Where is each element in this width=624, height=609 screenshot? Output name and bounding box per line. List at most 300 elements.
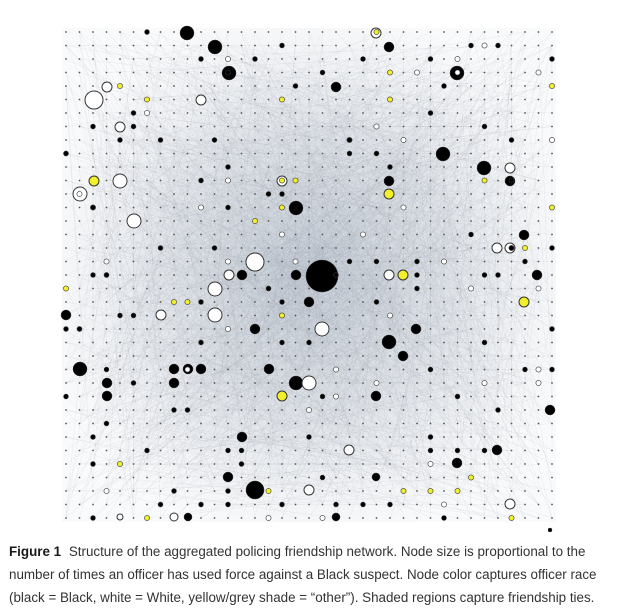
officer-node-white bbox=[344, 445, 354, 455]
minor-node bbox=[511, 72, 513, 74]
officer-node-white bbox=[505, 163, 515, 173]
minor-node bbox=[106, 126, 108, 128]
minor-node bbox=[187, 112, 189, 114]
minor-node bbox=[146, 355, 148, 357]
minor-node bbox=[241, 85, 243, 87]
minor-node bbox=[376, 490, 378, 492]
minor-node bbox=[443, 490, 445, 492]
minor-node bbox=[349, 369, 351, 371]
minor-node bbox=[268, 342, 270, 344]
minor-node bbox=[268, 450, 270, 452]
minor-node bbox=[160, 234, 162, 236]
minor-node bbox=[322, 193, 324, 195]
officer-node-black bbox=[347, 151, 352, 156]
minor-node bbox=[119, 423, 121, 425]
officer-node-black bbox=[477, 161, 491, 175]
minor-node bbox=[335, 288, 337, 290]
minor-node bbox=[173, 126, 175, 128]
minor-node bbox=[470, 382, 472, 384]
minor-node bbox=[484, 58, 486, 60]
minor-node bbox=[214, 166, 216, 168]
minor-node bbox=[214, 342, 216, 344]
minor-node bbox=[227, 315, 229, 317]
officer-node-other bbox=[279, 313, 284, 318]
minor-node bbox=[214, 382, 216, 384]
minor-node bbox=[497, 139, 499, 141]
minor-node bbox=[335, 315, 337, 317]
minor-node bbox=[227, 247, 229, 249]
minor-node bbox=[457, 477, 459, 479]
minor-node bbox=[335, 166, 337, 168]
minor-node bbox=[133, 139, 135, 141]
minor-node bbox=[65, 477, 67, 479]
officer-node-black bbox=[131, 313, 136, 318]
minor-node bbox=[335, 342, 337, 344]
minor-node bbox=[389, 477, 391, 479]
minor-node bbox=[416, 477, 418, 479]
minor-node bbox=[160, 31, 162, 33]
minor-node bbox=[416, 180, 418, 182]
minor-node bbox=[484, 288, 486, 290]
minor-node bbox=[133, 504, 135, 506]
minor-node bbox=[538, 207, 540, 209]
minor-node bbox=[79, 396, 81, 398]
officer-node-black bbox=[334, 502, 339, 507]
minor-node bbox=[308, 45, 310, 47]
officer-node-white bbox=[492, 243, 502, 253]
officer-node-other bbox=[384, 189, 394, 199]
officer-node-black bbox=[361, 502, 366, 507]
minor-node bbox=[457, 180, 459, 182]
minor-node bbox=[173, 207, 175, 209]
minor-node bbox=[551, 477, 553, 479]
officer-node-black bbox=[250, 324, 260, 334]
minor-node bbox=[349, 288, 351, 290]
minor-node bbox=[241, 166, 243, 168]
minor-node bbox=[470, 261, 472, 263]
minor-node bbox=[511, 409, 513, 411]
minor-node bbox=[416, 301, 418, 303]
minor-node bbox=[551, 342, 553, 344]
minor-node bbox=[430, 396, 432, 398]
minor-node bbox=[524, 355, 526, 357]
minor-node bbox=[511, 58, 513, 60]
minor-node bbox=[389, 382, 391, 384]
minor-node bbox=[322, 153, 324, 155]
minor-node bbox=[335, 153, 337, 155]
minor-node bbox=[551, 261, 553, 263]
minor-node bbox=[254, 463, 256, 465]
minor-node bbox=[511, 126, 513, 128]
minor-node bbox=[497, 112, 499, 114]
minor-node bbox=[551, 193, 553, 195]
minor-node bbox=[79, 45, 81, 47]
minor-node bbox=[349, 72, 351, 74]
officer-node-black bbox=[280, 502, 285, 507]
minor-node bbox=[241, 234, 243, 236]
minor-node bbox=[443, 342, 445, 344]
minor-node bbox=[200, 234, 202, 236]
minor-node bbox=[146, 396, 148, 398]
minor-node bbox=[443, 31, 445, 33]
officer-node-black bbox=[523, 259, 528, 264]
minor-node bbox=[133, 342, 135, 344]
minor-node bbox=[376, 517, 378, 519]
officer-node-white bbox=[536, 367, 541, 372]
minor-node bbox=[200, 261, 202, 263]
minor-node bbox=[119, 288, 121, 290]
minor-node bbox=[484, 355, 486, 357]
minor-node bbox=[79, 490, 81, 492]
minor-node bbox=[497, 477, 499, 479]
minor-node bbox=[65, 261, 67, 263]
officer-node-black bbox=[226, 205, 231, 210]
minor-node bbox=[416, 31, 418, 33]
minor-node bbox=[227, 234, 229, 236]
minor-node bbox=[538, 247, 540, 249]
minor-node bbox=[119, 409, 121, 411]
minor-node bbox=[173, 166, 175, 168]
minor-node bbox=[65, 504, 67, 506]
minor-node bbox=[241, 220, 243, 222]
minor-node bbox=[173, 288, 175, 290]
minor-node bbox=[160, 99, 162, 101]
minor-node bbox=[538, 409, 540, 411]
minor-node bbox=[524, 85, 526, 87]
minor-node bbox=[349, 207, 351, 209]
minor-node bbox=[65, 126, 67, 128]
minor-node bbox=[362, 355, 364, 357]
officer-node-white bbox=[198, 205, 203, 210]
minor-node bbox=[92, 301, 94, 303]
minor-node bbox=[538, 153, 540, 155]
officer-node-black bbox=[320, 70, 325, 75]
minor-node bbox=[146, 220, 148, 222]
minor-node bbox=[443, 436, 445, 438]
officer-node-other bbox=[279, 205, 284, 210]
minor-node bbox=[146, 234, 148, 236]
minor-node bbox=[214, 112, 216, 114]
officer-node-black bbox=[226, 489, 231, 494]
minor-node bbox=[335, 99, 337, 101]
minor-node bbox=[538, 261, 540, 263]
officer-node-other bbox=[144, 97, 149, 102]
minor-node bbox=[443, 423, 445, 425]
minor-node bbox=[241, 112, 243, 114]
minor-node bbox=[241, 301, 243, 303]
minor-node bbox=[173, 112, 175, 114]
minor-node bbox=[65, 301, 67, 303]
minor-node bbox=[133, 85, 135, 87]
minor-node bbox=[389, 396, 391, 398]
minor-node bbox=[308, 450, 310, 452]
minor-node bbox=[241, 423, 243, 425]
minor-node bbox=[281, 220, 283, 222]
minor-node bbox=[254, 112, 256, 114]
officer-node-white bbox=[208, 308, 222, 322]
minor-node bbox=[443, 234, 445, 236]
minor-node bbox=[65, 423, 67, 425]
officer-node-other bbox=[522, 245, 527, 250]
minor-node bbox=[470, 274, 472, 276]
minor-node bbox=[524, 450, 526, 452]
minor-node bbox=[119, 153, 121, 155]
minor-node bbox=[524, 504, 526, 506]
officer-node-black bbox=[91, 435, 96, 440]
minor-node bbox=[470, 342, 472, 344]
minor-node bbox=[79, 477, 81, 479]
minor-node bbox=[295, 220, 297, 222]
minor-node bbox=[65, 72, 67, 74]
minor-node bbox=[376, 220, 378, 222]
minor-node bbox=[173, 396, 175, 398]
minor-node bbox=[430, 517, 432, 519]
minor-node bbox=[133, 180, 135, 182]
minor-node bbox=[281, 477, 283, 479]
minor-node bbox=[524, 436, 526, 438]
minor-node bbox=[173, 220, 175, 222]
minor-node bbox=[227, 112, 229, 114]
minor-node bbox=[92, 31, 94, 33]
minor-node bbox=[551, 382, 553, 384]
officer-node-black bbox=[145, 30, 150, 35]
minor-node bbox=[551, 45, 553, 47]
minor-node bbox=[389, 58, 391, 60]
minor-node bbox=[389, 409, 391, 411]
minor-node bbox=[92, 490, 94, 492]
minor-node bbox=[322, 31, 324, 33]
minor-node bbox=[214, 477, 216, 479]
minor-node bbox=[227, 355, 229, 357]
minor-node bbox=[335, 126, 337, 128]
minor-node bbox=[268, 423, 270, 425]
minor-node bbox=[308, 369, 310, 371]
minor-node bbox=[160, 490, 162, 492]
officer-node-black bbox=[411, 324, 421, 334]
minor-node bbox=[497, 58, 499, 60]
minor-node bbox=[322, 45, 324, 47]
minor-node bbox=[497, 31, 499, 33]
minor-node bbox=[362, 180, 364, 182]
minor-node bbox=[268, 355, 270, 357]
officer-node-black bbox=[304, 297, 314, 307]
minor-node bbox=[430, 301, 432, 303]
minor-node bbox=[79, 31, 81, 33]
minor-node bbox=[92, 477, 94, 479]
minor-node bbox=[551, 517, 553, 519]
officer-node-black bbox=[361, 57, 366, 62]
minor-node bbox=[416, 166, 418, 168]
minor-node bbox=[106, 153, 108, 155]
minor-node bbox=[268, 112, 270, 114]
minor-node bbox=[79, 382, 81, 384]
officer-node-black bbox=[442, 516, 447, 521]
minor-node bbox=[430, 193, 432, 195]
minor-node bbox=[416, 436, 418, 438]
minor-node bbox=[308, 166, 310, 168]
minor-node bbox=[524, 153, 526, 155]
minor-node bbox=[484, 220, 486, 222]
minor-node bbox=[416, 85, 418, 87]
minor-node bbox=[457, 369, 459, 371]
officer-node-black bbox=[91, 273, 96, 278]
minor-node bbox=[133, 477, 135, 479]
minor-node bbox=[389, 463, 391, 465]
minor-node bbox=[524, 45, 526, 47]
minor-node bbox=[65, 220, 67, 222]
officer-node-white bbox=[225, 326, 230, 331]
minor-node bbox=[200, 112, 202, 114]
minor-node bbox=[389, 288, 391, 290]
minor-node bbox=[173, 463, 175, 465]
minor-node bbox=[92, 355, 94, 357]
officer-node-black bbox=[199, 340, 204, 345]
officer-node-white bbox=[293, 259, 298, 264]
minor-node bbox=[268, 274, 270, 276]
minor-node bbox=[227, 382, 229, 384]
minor-node bbox=[457, 517, 459, 519]
minor-node bbox=[295, 72, 297, 74]
minor-node bbox=[511, 234, 513, 236]
minor-node bbox=[484, 504, 486, 506]
officer-node-white bbox=[266, 515, 271, 520]
minor-node bbox=[308, 85, 310, 87]
minor-node bbox=[241, 207, 243, 209]
minor-node bbox=[470, 207, 472, 209]
minor-node bbox=[349, 247, 351, 249]
minor-node bbox=[551, 423, 553, 425]
minor-node bbox=[106, 139, 108, 141]
minor-node bbox=[511, 301, 513, 303]
minor-node bbox=[457, 207, 459, 209]
minor-node bbox=[160, 423, 162, 425]
minor-node bbox=[200, 166, 202, 168]
minor-node bbox=[376, 45, 378, 47]
minor-node bbox=[511, 193, 513, 195]
minor-node bbox=[268, 315, 270, 317]
officer-node-white bbox=[304, 485, 314, 495]
minor-node bbox=[254, 45, 256, 47]
minor-node bbox=[349, 504, 351, 506]
minor-node bbox=[443, 450, 445, 452]
minor-node bbox=[227, 436, 229, 438]
minor-node bbox=[160, 342, 162, 344]
minor-node bbox=[457, 288, 459, 290]
minor-node bbox=[254, 126, 256, 128]
minor-node bbox=[497, 490, 499, 492]
minor-node bbox=[214, 261, 216, 263]
minor-node bbox=[295, 193, 297, 195]
minor-node bbox=[430, 45, 432, 47]
minor-node bbox=[295, 504, 297, 506]
minor-node bbox=[511, 99, 513, 101]
minor-node bbox=[362, 477, 364, 479]
officer-node-black bbox=[442, 84, 447, 89]
minor-node bbox=[308, 463, 310, 465]
officer-node-black bbox=[158, 246, 163, 251]
minor-node bbox=[524, 315, 526, 317]
officer-node-black bbox=[532, 270, 542, 280]
minor-node bbox=[484, 139, 486, 141]
minor-node bbox=[308, 153, 310, 155]
minor-node bbox=[65, 355, 67, 357]
minor-node bbox=[92, 153, 94, 155]
officer-node-white bbox=[455, 70, 460, 75]
officer-node-black bbox=[331, 82, 341, 92]
minor-node bbox=[187, 58, 189, 60]
minor-node bbox=[200, 477, 202, 479]
minor-node bbox=[268, 45, 270, 47]
officer-node-black bbox=[291, 270, 301, 280]
minor-node bbox=[551, 463, 553, 465]
officer-node-other bbox=[63, 286, 68, 291]
officer-node-white bbox=[224, 270, 234, 280]
minor-node bbox=[538, 504, 540, 506]
minor-node bbox=[133, 99, 135, 101]
officer-node-black bbox=[145, 448, 150, 453]
minor-node bbox=[106, 112, 108, 114]
minor-node bbox=[349, 423, 351, 425]
minor-node bbox=[376, 436, 378, 438]
minor-node bbox=[308, 112, 310, 114]
minor-node bbox=[484, 517, 486, 519]
minor-node bbox=[335, 220, 337, 222]
minor-node bbox=[335, 490, 337, 492]
minor-node bbox=[254, 369, 256, 371]
minor-node bbox=[551, 180, 553, 182]
minor-node bbox=[322, 382, 324, 384]
minor-node bbox=[214, 328, 216, 330]
minor-node bbox=[551, 166, 553, 168]
minor-node bbox=[443, 477, 445, 479]
minor-node bbox=[268, 504, 270, 506]
officer-node-white bbox=[196, 95, 206, 105]
minor-node bbox=[335, 355, 337, 357]
minor-node bbox=[470, 423, 472, 425]
minor-node bbox=[524, 193, 526, 195]
minor-node bbox=[79, 112, 81, 114]
minor-node bbox=[119, 436, 121, 438]
minor-node bbox=[92, 193, 94, 195]
minor-node bbox=[443, 45, 445, 47]
minor-node bbox=[146, 436, 148, 438]
minor-node bbox=[511, 342, 513, 344]
minor-node bbox=[389, 207, 391, 209]
minor-node bbox=[241, 342, 243, 344]
minor-node bbox=[308, 139, 310, 141]
minor-node bbox=[79, 261, 81, 263]
minor-node bbox=[524, 180, 526, 182]
minor-node bbox=[349, 328, 351, 330]
officer-node-other bbox=[549, 205, 554, 210]
minor-node bbox=[65, 436, 67, 438]
minor-node bbox=[524, 126, 526, 128]
minor-node bbox=[65, 139, 67, 141]
minor-node bbox=[511, 369, 513, 371]
minor-node bbox=[349, 193, 351, 195]
minor-node bbox=[254, 342, 256, 344]
minor-node bbox=[92, 423, 94, 425]
minor-node bbox=[214, 490, 216, 492]
minor-node bbox=[160, 517, 162, 519]
minor-node bbox=[241, 180, 243, 182]
minor-node bbox=[281, 153, 283, 155]
minor-node bbox=[214, 355, 216, 357]
minor-node bbox=[200, 193, 202, 195]
minor-node bbox=[322, 504, 324, 506]
officer-node-black bbox=[496, 408, 501, 413]
minor-node bbox=[403, 409, 405, 411]
